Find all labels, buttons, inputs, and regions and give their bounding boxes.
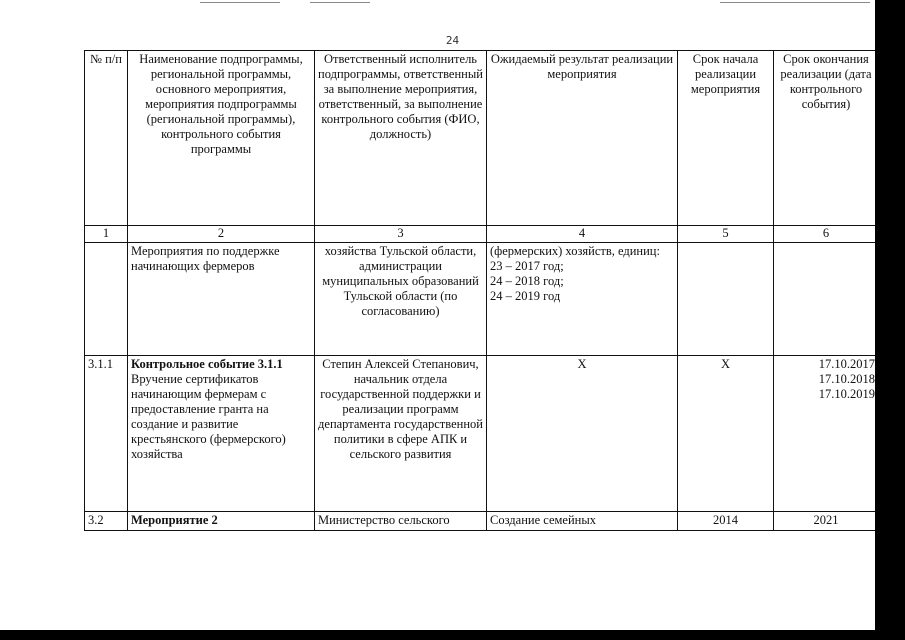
row-name <box>128 356 315 512</box>
column-numbers-row <box>85 226 879 243</box>
row-num <box>85 243 128 356</box>
row-executor: хозяйства Тульской области, администрации муниципальных образований Тульской области (по согласованию) <box>315 243 487 356</box>
result-line: Х <box>577 357 587 371</box>
column-number: 1 <box>85 226 128 243</box>
row-executor: Министерство сельского <box>315 512 487 531</box>
header-result: Ожидаемый результат реализации мероприятия <box>487 51 678 226</box>
column-number: 4 <box>487 226 678 243</box>
scan-top-marks <box>0 0 905 6</box>
row-name-text: Вручение сертификатов начинающим фермерам с предоставление гранта на создание и развитие крестьянского (фермерского) хозяйства <box>131 372 286 461</box>
result-line: 24 – 2018 год; <box>490 274 564 288</box>
page-number: 24 <box>445 34 460 47</box>
end-date: 17.10.2018 <box>818 372 875 386</box>
row-start: Х <box>678 356 774 512</box>
header-num: № п/п <box>85 51 128 226</box>
table-row <box>85 356 879 512</box>
header-row <box>85 51 879 226</box>
row-name <box>128 512 315 531</box>
end-date: 2021 <box>813 513 839 527</box>
column-number: 2 <box>128 226 315 243</box>
column-number: 6 <box>774 226 879 243</box>
row-start <box>678 243 774 356</box>
row-result <box>487 512 678 531</box>
row-num: 3.2 <box>85 512 128 531</box>
row-end <box>774 243 879 356</box>
row-end <box>774 356 879 512</box>
end-date: 17.10.2017 <box>818 357 875 371</box>
column-number: 5 <box>678 226 774 243</box>
header-start: Срок начала реализации мероприятия <box>678 51 774 226</box>
result-line: Создание семейных <box>490 513 596 527</box>
row-num: 3.1.1 <box>85 356 128 512</box>
table-row <box>85 512 879 531</box>
row-result <box>487 356 678 512</box>
scan-border-bottom <box>0 630 905 640</box>
row-start: 2014 <box>678 512 774 531</box>
table-row <box>85 243 879 356</box>
header-executor: Ответственный исполнитель подпрограммы, ответственный за выполнение мероприятия, ответственный, за выполнение контрольного события (ФИО, должность) <box>315 51 487 226</box>
row-name-bold: Мероприятие 2 <box>131 513 218 527</box>
row-name <box>128 243 315 356</box>
header-name: Наименование подпрограммы, региональной программы, основного мероприятия, мероприятия подпрограммы (региональной программы), контрольного события программы <box>128 51 315 226</box>
program-table <box>84 50 879 531</box>
row-name-bold: Контрольное событие 3.1.1 <box>131 357 283 371</box>
column-number: 3 <box>315 226 487 243</box>
row-end <box>774 512 879 531</box>
row-name-text: Мероприятия по поддержке начинающих фермеров <box>131 244 280 273</box>
result-line: 23 – 2017 год; <box>490 259 564 273</box>
row-executor: Степин Алексей Степанович, начальник отдела государственной поддержки и реализации программ департамента государственной политики в сфере АПК и сельского развития <box>315 356 487 512</box>
row-result <box>487 243 678 356</box>
end-date: 17.10.2019 <box>818 387 875 401</box>
header-end: Срок окончания реализации (дата контрольного события) <box>774 51 879 226</box>
result-line: 24 – 2019 год <box>490 289 561 303</box>
result-line: (фермерских) хозяйств, единиц: <box>490 244 660 258</box>
scan-border-right <box>875 0 905 640</box>
